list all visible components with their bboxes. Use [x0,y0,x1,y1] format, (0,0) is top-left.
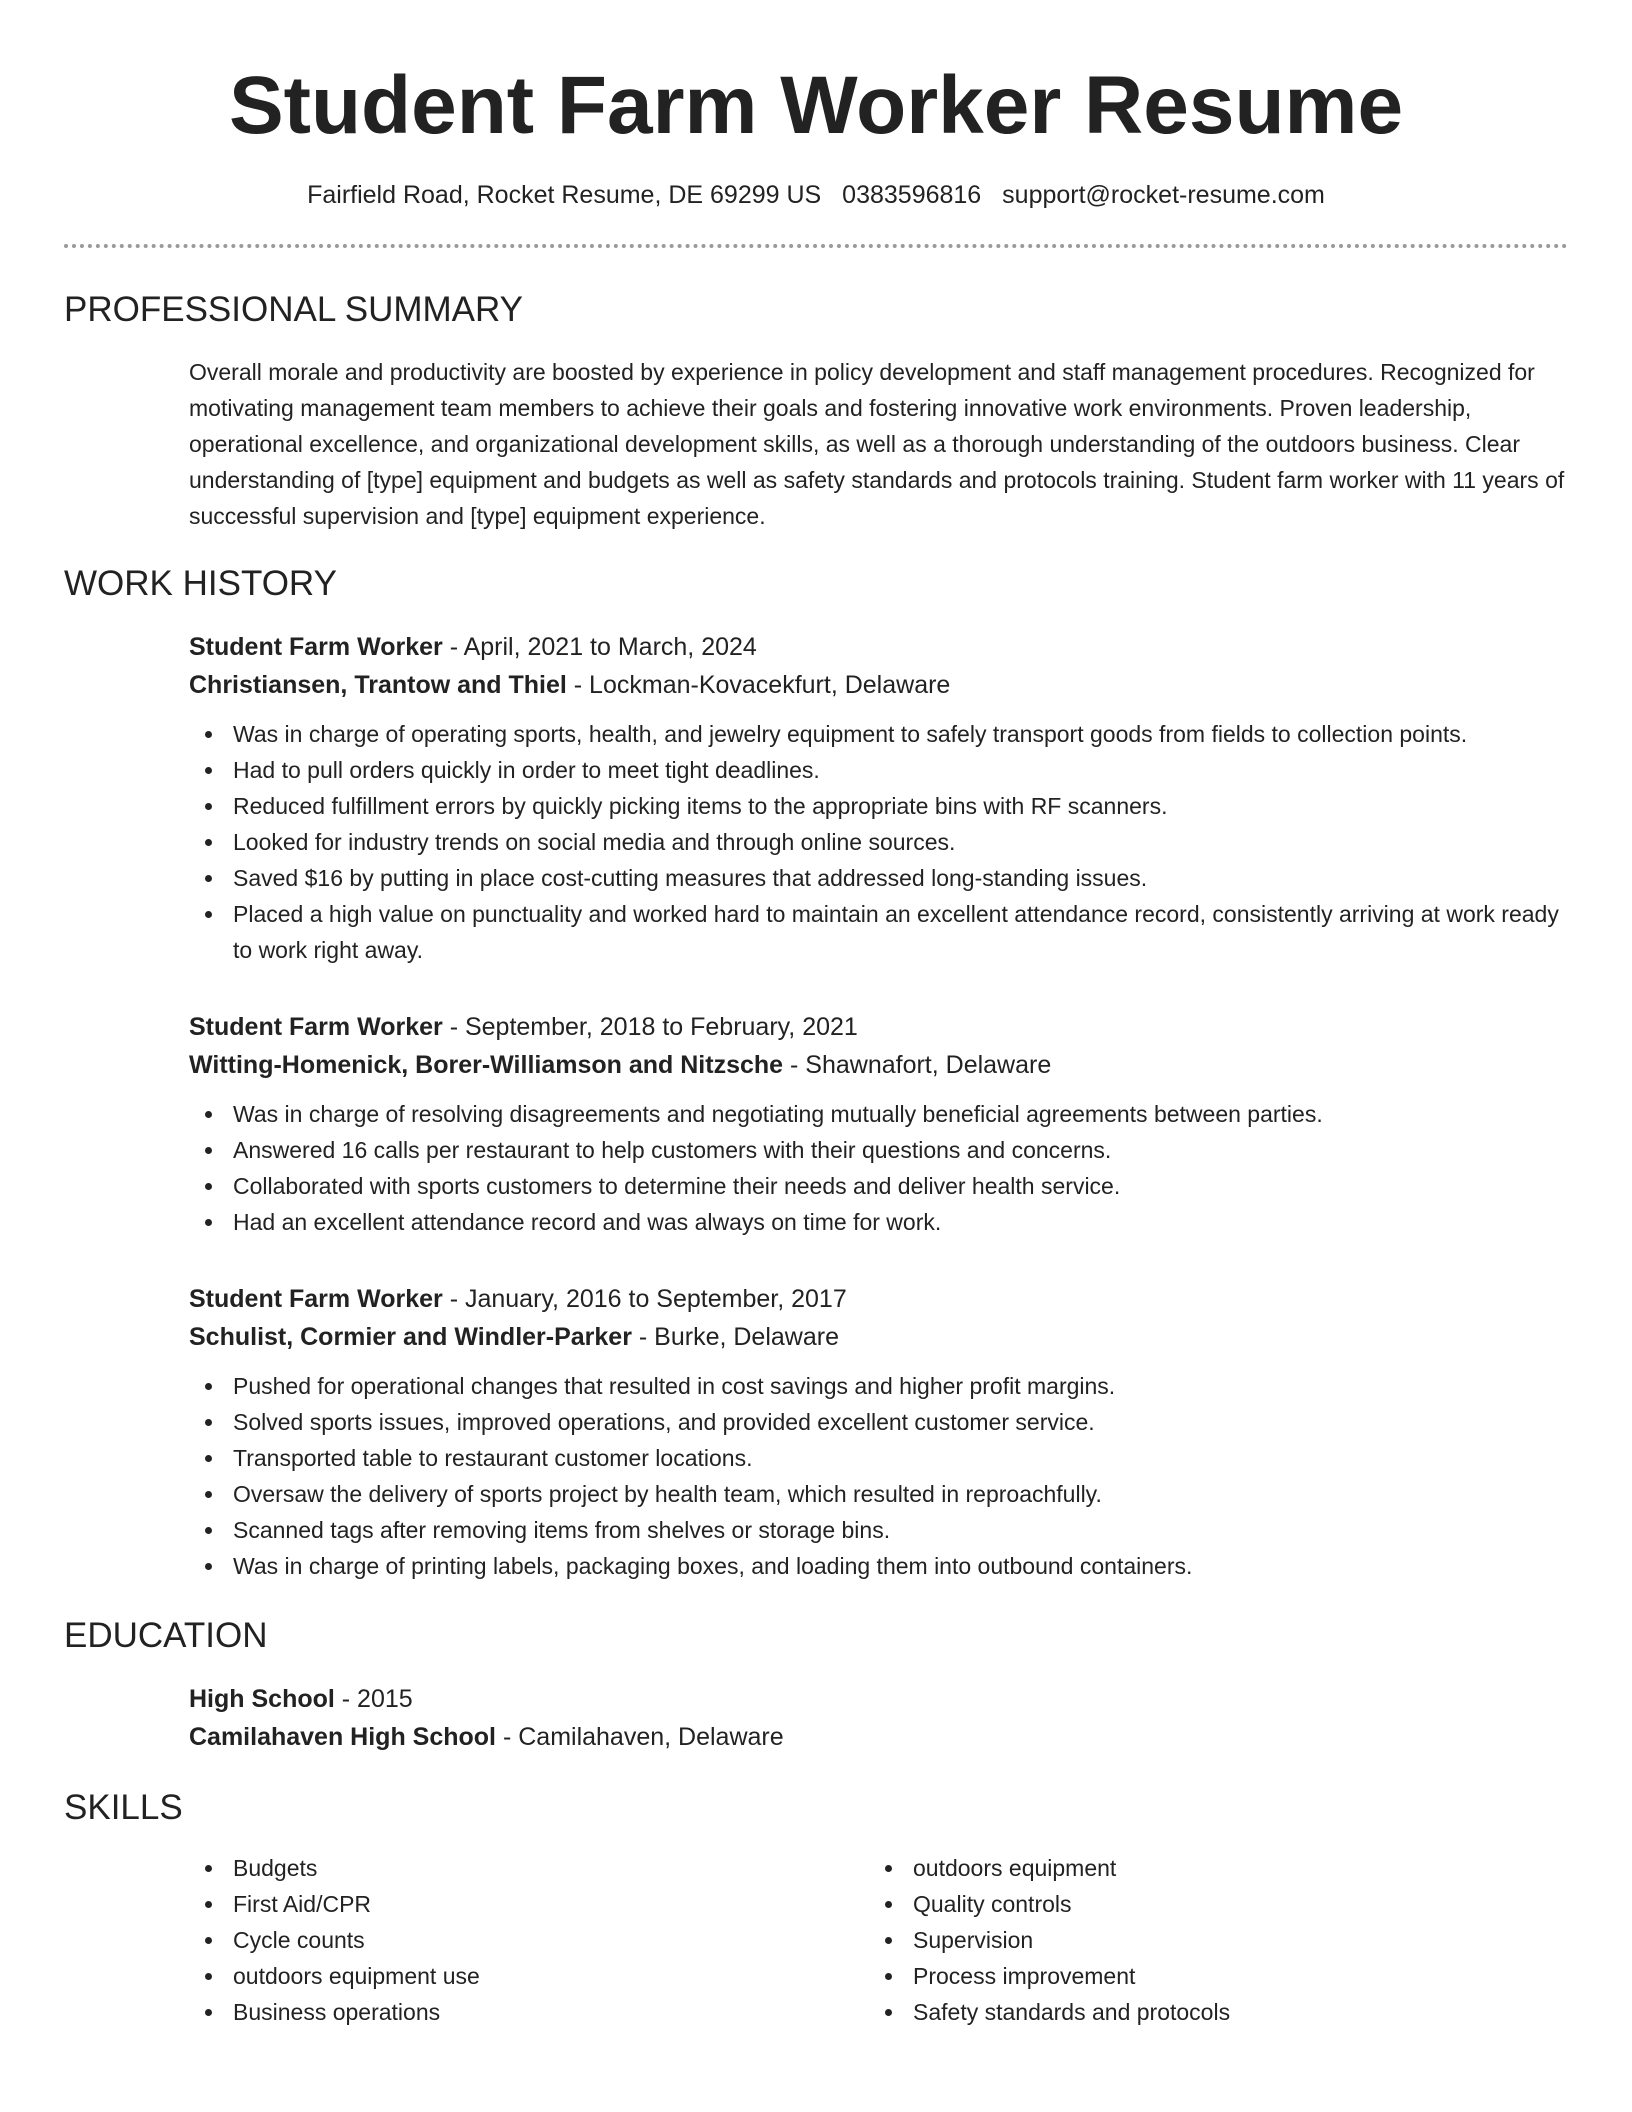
skill-item: Supervision [913,1922,1549,1958]
list-item: Was in charge of resolving disagreements and negotiating mutually beneficial agreements between parties. [233,1096,1568,1132]
summary-text: Overall morale and productivity are boosted by experience in policy development and staff management procedures. Recognized for motivating management team members to achieve their goals and fostering innovative work environments. Proven leadership, operational excellence, and organizational development skills, as well as a thorough understanding of the outdoors business. Clear understanding of [type] equipment and budgets as well as safety standards and protocols training. Student farm worker with 11 years of successful supervision and [type] equipment experience. [189,359,1565,529]
list-item: Saved $16 by putting in place cost-cutting measures that addressed long-standing issues. [233,860,1568,896]
job-location: - Shawnafort, Delaware [783,1051,1052,1079]
job-company-line [189,1318,1568,1356]
job-entry [189,1280,1568,1584]
job-title-line [189,1008,1568,1046]
education-school-line [189,1718,1568,1756]
summary-section [64,288,1568,534]
education-location: - Camilahaven, Delaware [496,1723,784,1751]
skill-item: Business operations [233,1994,869,2030]
list-item: Pushed for operational changes that resulted in cost savings and higher profit margins. [233,1368,1568,1404]
skill-item: Budgets [233,1850,869,1886]
job-bullets [189,716,1568,968]
job-company-line [189,666,1568,704]
list-item: Answered 16 calls per restaurant to help customers with their questions and concerns. [233,1132,1568,1168]
education-year: - 2015 [334,1685,413,1713]
skill-item: Process improvement [913,1958,1549,1994]
skills-list-right [869,1850,1549,2030]
job-title-line [189,628,1568,666]
skill-item: Quality controls [913,1886,1549,1922]
list-item: Was in charge of printing labels, packaging boxes, and loading them into outbound containers. [233,1548,1568,1584]
contact-line [64,178,1568,212]
work-history-heading: WORK HISTORY [64,564,337,603]
contact-phone: 0383596816 [842,181,982,209]
list-item: Oversaw the delivery of sports project by health team, which resulted in reproachfully. [233,1476,1568,1512]
skill-item: outdoors equipment [913,1850,1549,1886]
job-entry [189,1008,1568,1240]
job-entry [189,628,1568,968]
list-item: Had to pull orders quickly in order to meet tight deadlines. [233,752,1568,788]
skills-list-left [189,1850,869,2030]
job-title: Student Farm Worker [189,633,443,661]
job-company: Witting-Homenick, Borer-Williamson and Nitzsche [189,1051,784,1079]
education-heading: EDUCATION [64,1616,268,1655]
skills-column-left [189,1850,869,2030]
education-section [64,1614,1568,1756]
job-title: Student Farm Worker [189,1285,443,1313]
skills-section [64,1786,1568,2030]
list-item: Solved sports issues, improved operations, and provided excellent customer service. [233,1404,1568,1440]
list-item: Placed a high value on punctuality and worked hard to maintain an excellent attendance record, consistently arriving at work ready to work right away. [233,896,1568,968]
resume-title: Student Farm Worker Resume [228,60,1404,151]
contact-address: Fairfield Road, Rocket Resume, DE 69299 US [307,181,822,209]
job-title: Student Farm Worker [189,1013,443,1041]
job-company: Schulist, Cormier and Windler-Parker [189,1323,632,1351]
education-school: Camilahaven High School [189,1723,497,1751]
job-title-line [189,1280,1568,1318]
header-divider [64,244,1568,248]
list-item: Had an excellent attendance record and was always on time for work. [233,1204,1568,1240]
work-history-section [64,562,1568,1584]
skills-grid [189,1850,1568,2030]
skill-item: First Aid/CPR [233,1886,869,1922]
list-item: Transported table to restaurant customer locations. [233,1440,1568,1476]
education-degree-line [189,1680,1568,1718]
list-item: Reduced fulfillment errors by quickly picking items to the appropriate bins with RF scanners. [233,788,1568,824]
summary-heading: PROFESSIONAL SUMMARY [64,290,523,329]
education-degree: High School [189,1685,335,1713]
list-item: Collaborated with sports customers to determine their needs and deliver health service. [233,1168,1568,1204]
job-dates: - April, 2021 to March, 2024 [442,633,757,661]
skills-column-right [869,1850,1549,2030]
list-item: Looked for industry trends on social media and through online sources. [233,824,1568,860]
skill-item: outdoors equipment use [233,1958,869,1994]
job-bullets [189,1368,1568,1584]
job-location: - Lockman-Kovacekfurt, Delaware [566,671,951,699]
job-location: - Burke, Delaware [631,1323,839,1351]
job-company: Christiansen, Trantow and Thiel [189,671,567,699]
skill-item: Cycle counts [233,1922,869,1958]
contact-email: support@rocket-resume.com [1002,181,1325,209]
job-bullets [189,1096,1568,1240]
job-dates: - January, 2016 to September, 2017 [442,1285,847,1313]
job-company-line [189,1046,1568,1084]
list-item: Was in charge of operating sports, health, and jewelry equipment to safely transport goods from fields to collection points. [233,716,1568,752]
job-dates: - September, 2018 to February, 2021 [442,1013,858,1041]
skills-heading: SKILLS [64,1788,183,1827]
skill-item: Safety standards and protocols [913,1994,1549,2030]
list-item: Scanned tags after removing items from shelves or storage bins. [233,1512,1568,1548]
